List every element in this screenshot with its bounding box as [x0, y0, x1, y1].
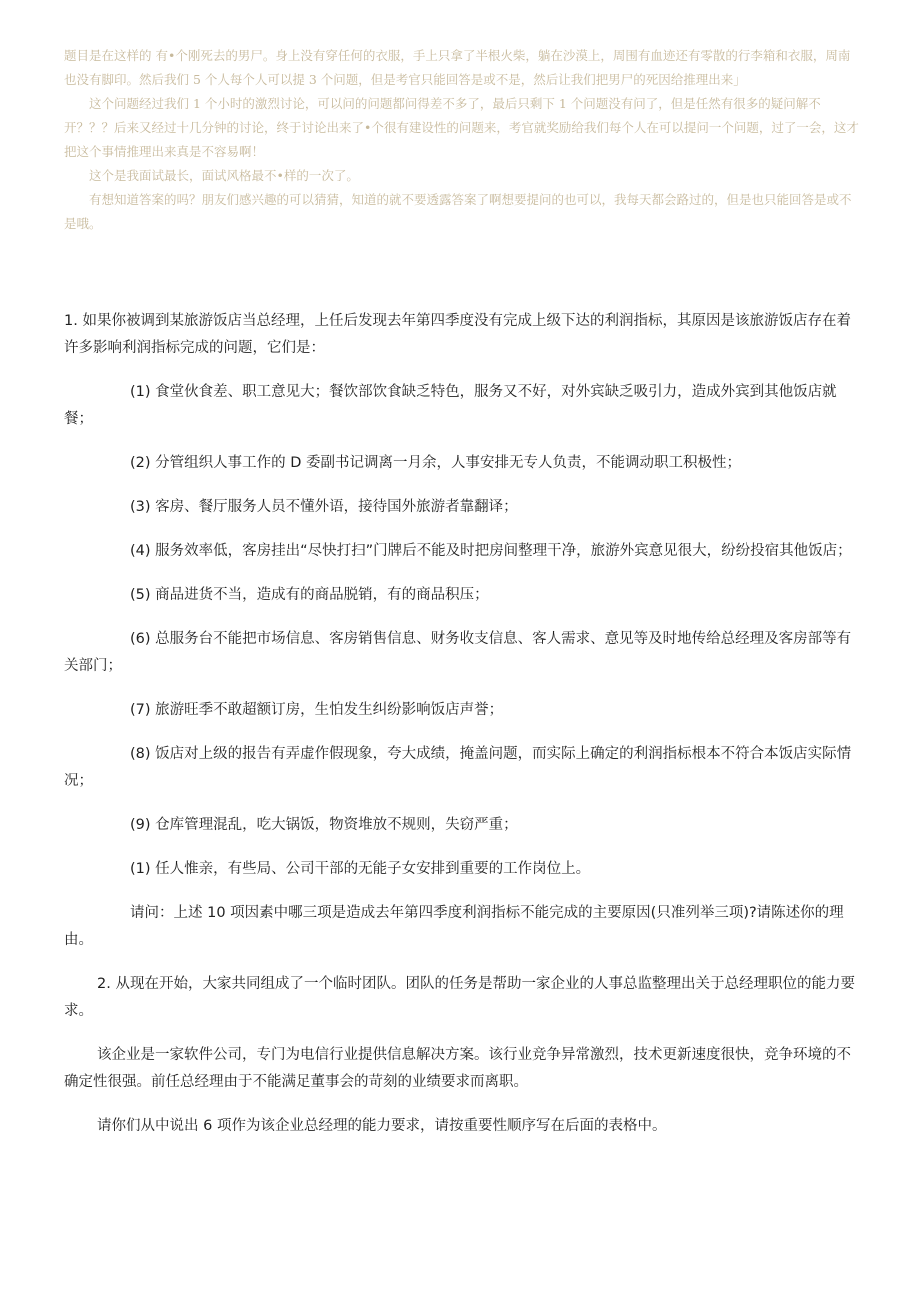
question-1-intro: 1. 如果你被调到某旅游饭店当总经理，上任后发现去年第四季度没有完成上级下达的利润指标，其原因是该旅游饭店存在着许多影响利润指标完成的问题，它们是：: [64, 313, 851, 356]
list-item: (8) 饭店对上级的报告有弄虚作假现象，夸大成绩，掩盖问题，而实际上确定的利润指标根本不符合本饭店实际情况；: [64, 746, 852, 789]
faded-paragraph: 题目是在这样的 有•个刚死去的男尸。身上没有穿任何的衣服，手上只拿了半根火柴，躺在沙漠上，周围有血迹还有零散的行李箱和衣服，周南也没有脚印。然后我们 5 个人每个人可以提 3 个问题，但是考官只能回答是或不是，然后让我们把男尸的死因给推理出来」: [64, 48, 851, 87]
list-item: (1) 食堂伙食差、职工意见大；餐饮部饮食缺乏特色，服务又不好，对外宾缺乏吸引力，造成外宾到其他饭店就餐；: [64, 384, 837, 427]
list-item: (4) 服务效率低，客房挂出“尽快打扫”门牌后不能及时把房间整理干净，旅游外宾意见很大，纷纷投宿其他饭店；: [130, 543, 852, 559]
main-content: [64, 308, 860, 1157]
list-item: (2) 分管组织人事工作的 D 委副书记调离一月余，人事安排无专人负责，不能调动职工积极性；: [130, 455, 742, 471]
list-item: (6) 总服务台不能把市场信息、客房销售信息、财务收支信息、客人需求、意见等及时地传给总经理及客房部等有关部门；: [64, 631, 852, 674]
list-item: (1) 任人惟亲，有些局、公司干部的无能子女安排到重要的工作岗位上。: [130, 861, 591, 877]
faded-paragraph: 这个问题经过我们 1 个小时的激烈讨论，可以问的问题都问得差不多了，最后只剩下 1 个问题没有问了，但是任然有很多的疑问解不开？？？后来又经过十几分钟的讨论，终于讨论出来了•个很有建设性的问题来，考官就奖励给我们每个人在可以提问一个问题，过了一会，这才把这个事情推理出来真是不容易啊！: [64, 96, 859, 159]
list-item: (7) 旅游旺季不敢超额订房，生怕发生纠纷影响饭店声誉；: [130, 702, 504, 718]
question-2-task: 请你们从中说出 6 项作为该企业总经理的能力要求，请按重要性顺序写在后面的表格中。: [97, 1118, 667, 1134]
list-item: (3) 客房、餐厅服务人员不懂外语，接待国外旅游者靠翻译；: [130, 499, 518, 515]
list-item: (5) 商品进货不当，造成有的商品脱销，有的商品积压；: [130, 587, 489, 603]
faded-intro-section: [64, 44, 860, 236]
question-2-background: 该企业是一家软件公司，专门为电信行业提供信息解决方案。该行业竞争异常激烈，技术更新速度很快，竞争环境的不确定性很强。前任总经理由于不能满足董事会的苛刻的业绩要求而离职。: [64, 1047, 851, 1090]
question-1-prompt: 请问：上述 10 项因素中哪三项是造成去年第四季度利润指标不能完成的主要原因(只准列举三项)?请陈述你的理由。: [64, 905, 844, 948]
question-2-intro: 2. 从现在开始，大家共同组成了一个临时团队。团队的任务是帮助一家企业的人事总监整理出关于总经理职位的能力要求。: [64, 976, 855, 1019]
faded-paragraph: 有想知道答案的吗？朋友们感兴趣的可以猜猜，知道的就不要透露答案了啊想要提问的也可以，我每天都会路过的，但是也只能回答是或不是哦。: [64, 192, 852, 231]
faded-paragraph: 这个是我面试最长，面试风格最不•样的一次了。: [89, 168, 359, 183]
list-item: (9) 仓库管理混乱，吃大锅饭，物资堆放不规则，失窃严重；: [130, 817, 518, 833]
